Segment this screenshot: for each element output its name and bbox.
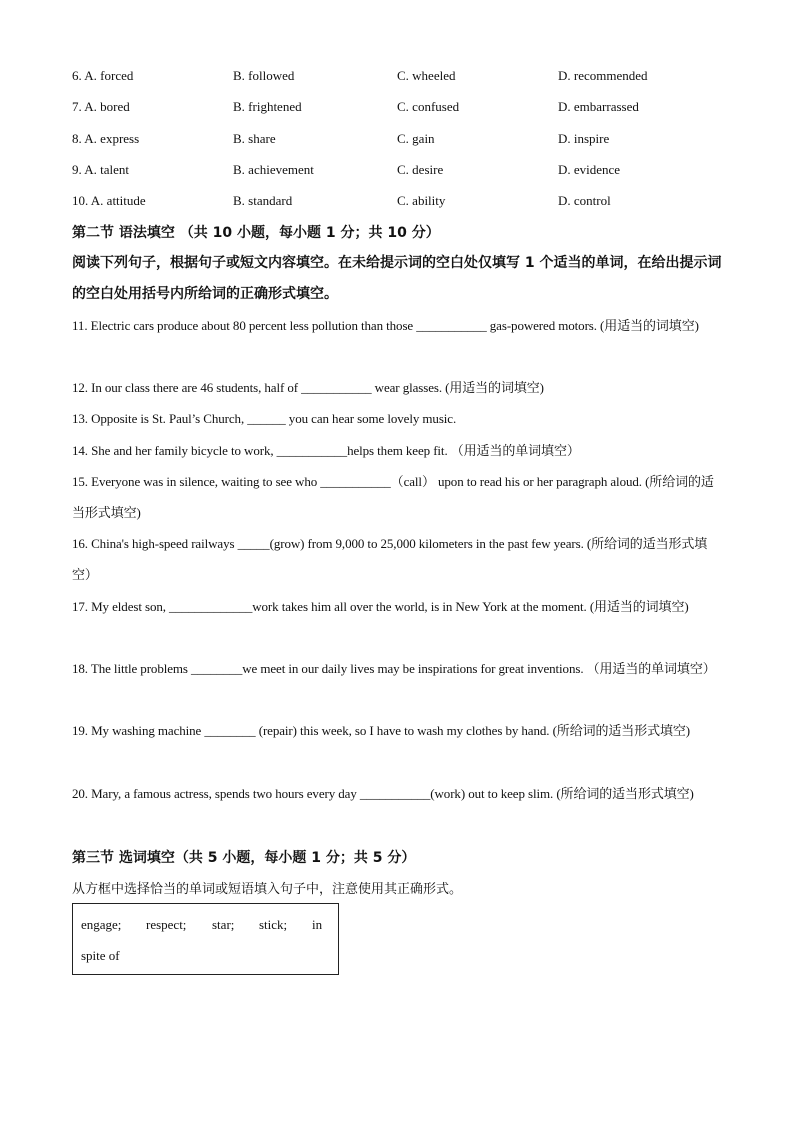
word-bank-box [72,903,339,975]
option-c: C. ability [397,193,446,208]
question-18: 18. The little problems ________we meet in our daily lives may be inspirations for great inventions. （用适当的单词填空） [72,661,716,676]
question-19: 19. My washing machine ________ (repair) this week, so I have to wash my clothes by hand. (所给词的适当形式填空) [72,723,691,738]
option-d: D. recommended [558,68,648,83]
word-bank-item: star; [212,917,235,932]
question-12: 12. In our class there are 46 students, half of ___________ wear glasses. (用适当的词填空) [72,380,544,395]
question-11: 11. Electric cars produce about 80 percent less pollution than those ___________ gas-powered motors. (用适当的词填空) [72,318,699,333]
question-17: 17. My eldest son, _____________work takes him all over the world, is in New York at the moment. (用适当的词填空) [72,599,689,614]
question-15: 15. Everyone was in silence, waiting to see who ___________（call） upon to read his or her paragraph aloud. (所给词的适当形式填空) [72,474,714,520]
word-bank-item: engage; [81,917,122,932]
options-row-6 [72,68,724,88]
option-c: C. wheeled [397,68,456,83]
options-row-10 [72,193,724,213]
word-bank-item: respect; [146,917,187,932]
question-16: 16. China's high-speed railways _____(grow) from 9,000 to 25,000 kilometers in the past few years. (所给词的适当形式填空） [72,536,708,582]
option-d: D. control [558,193,611,208]
question-20: 20. Mary, a famous actress, spends two hours every day ___________(work) out to keep slim. (所给词的适当形式填空) [72,786,694,801]
option-a: 8. A. express [72,131,140,146]
option-b: B. frightened [233,99,302,114]
option-a: 7. A. bored [72,99,130,114]
option-c: C. desire [397,162,444,177]
option-b: B. achievement [233,162,314,177]
section2-title: 第二节 语法填空 （共 10 小题，每小题 1 分；共 10 分） [72,225,440,241]
section2-instruction: 阅读下列句子，根据句子或短文内容填空。在未给提示词的空白处仅填写 1 个适当的单词，在给出提示词的空白处用括号内所给词的正确形式填空。 [72,255,722,302]
option-b: B. followed [233,68,295,83]
option-b: B. standard [233,193,293,208]
options-row-7 [72,99,724,119]
option-c: C. gain [397,131,435,146]
section3-instruction: 从方框中选择恰当的单词或短语填入句子中，注意使用其正确形式。 [72,882,463,897]
question-13: 13. Opposite is St. Paul’s Church, ______ you can hear some lovely music. [72,411,457,426]
option-d: D. evidence [558,162,621,177]
option-d: D. embarrassed [558,99,639,114]
option-d: D. inspire [558,131,610,146]
word-bank-item: stick; [259,917,288,932]
section3-title: 第三节 选词填空（共 5 小题，每小题 1 分；共 5 分） [72,850,416,866]
option-c: C. confused [397,99,460,114]
options-row-9 [72,162,724,182]
question-14: 14. She and her family bicycle to work, ___________helps them keep fit. （用适当的单词填空） [72,443,580,458]
word-bank-item: in [312,917,323,932]
option-a: 9. A. talent [72,162,130,177]
option-a: 10. A. attitude [72,193,146,208]
word-bank-line [81,917,331,935]
option-a: 6. A. forced [72,68,134,83]
option-b: B. share [233,131,276,146]
word-bank-item: spite of [81,948,120,963]
options-row-8 [72,131,724,151]
